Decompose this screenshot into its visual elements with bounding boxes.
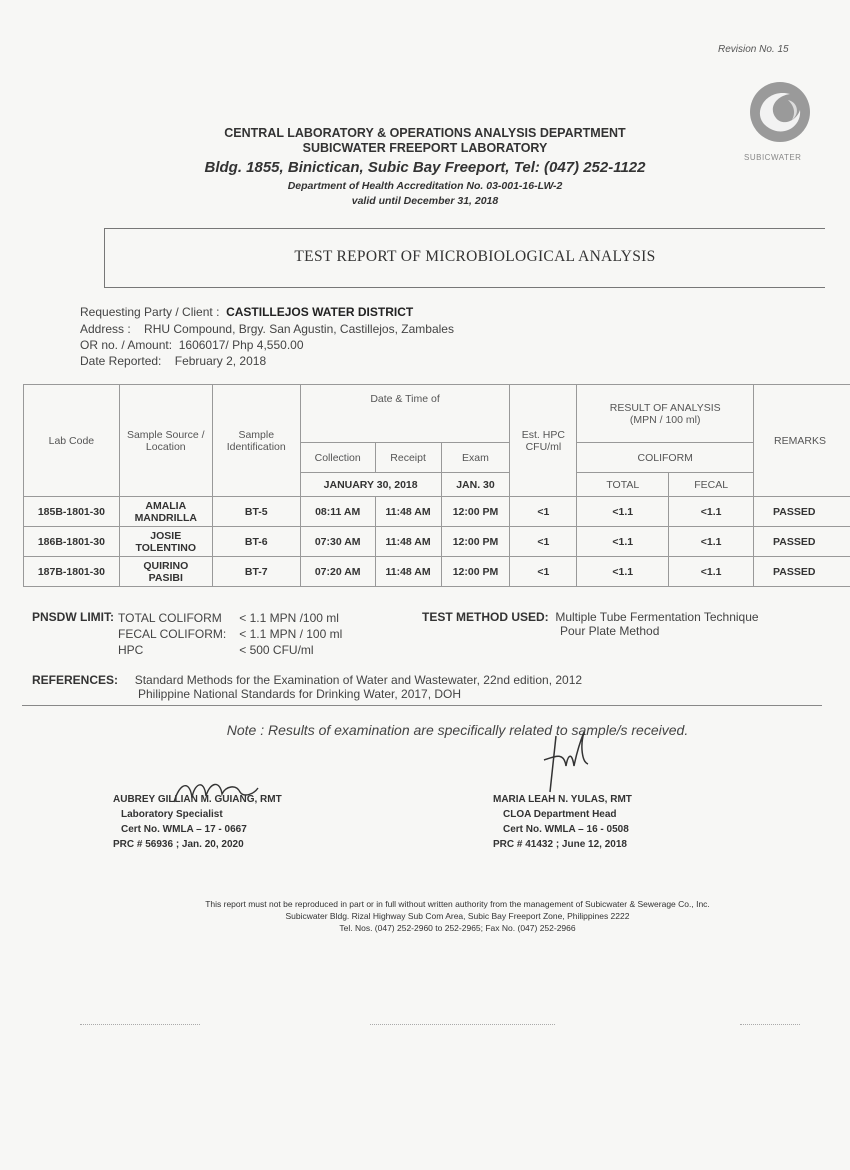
table-row bbox=[24, 527, 850, 557]
references bbox=[32, 673, 582, 701]
cell-source: AMALIA MANDRILLA bbox=[119, 497, 212, 527]
date-collection-receipt: JANUARY 30, 2018 bbox=[300, 473, 441, 497]
cell-source: QUIRINO PASIBI bbox=[119, 557, 212, 587]
header-est-hpc: Est. HPC CFU/ml bbox=[510, 385, 577, 497]
date-reported-value: February 2, 2018 bbox=[174, 354, 267, 368]
department-name: CENTRAL LABORATORY & OPERATIONS ANALYSIS DEPARTMENT bbox=[224, 126, 626, 140]
signatory-title: Laboratory Specialist bbox=[121, 809, 223, 820]
cell-sample-id: BT-6 bbox=[212, 527, 300, 557]
cell-exam: 12:00 PM bbox=[441, 557, 510, 587]
cell-lab-code: 186B-1801-30 bbox=[24, 527, 120, 557]
test-method bbox=[422, 610, 759, 638]
signatory-name: AUBREY GILLIAN M. GUIANG, RMT bbox=[113, 794, 282, 805]
cell-receipt: 11:48 AM bbox=[375, 527, 441, 557]
or-value: 1606017/ Php 4,550.00 bbox=[178, 338, 304, 352]
cell-receipt: 11:48 AM bbox=[375, 497, 441, 527]
test-method-label: TEST METHOD USED: bbox=[422, 610, 549, 624]
header-collection: Collection bbox=[300, 443, 375, 473]
cell-hpc: <1 bbox=[510, 527, 577, 557]
signature-2 bbox=[536, 726, 596, 801]
footer-line2: Subicwater Bldg. Rizal Highway Sub Com Area, Subic Bay Freeport Zone, Philippines 2222 bbox=[285, 911, 630, 921]
cell-sample-id: BT-5 bbox=[212, 497, 300, 527]
header-remarks: REMARKS bbox=[754, 385, 850, 497]
address-label: Address : bbox=[80, 322, 131, 336]
limit-name: TOTAL COLIFORM bbox=[118, 611, 222, 625]
cell-exam: 12:00 PM bbox=[441, 527, 510, 557]
address-row bbox=[80, 322, 454, 336]
logo-text: SUBICWATER bbox=[744, 153, 802, 162]
header-result-of-analysis: RESULT OF ANALYSIS (MPN / 100 ml) bbox=[577, 385, 754, 443]
footer-line1: This report must not be reproduced in part or in full without written authority from the management of Subicwater & Sewerage Co., Inc. bbox=[205, 899, 710, 909]
reference-line1: Standard Methods for the Examination of Water and Wastewater, 22nd edition, 2012 bbox=[134, 673, 583, 687]
cell-fecal: <1.1 bbox=[669, 527, 754, 557]
or-label: OR no. / Amount: bbox=[80, 338, 173, 352]
limit-value: < 1.1 MPN /100 ml bbox=[239, 611, 339, 625]
reference-line2: Philippine National Standards for Drinking Water, 2017, DOH bbox=[138, 687, 462, 701]
limit-value: < 1.1 MPN / 100 ml bbox=[239, 627, 343, 641]
test-method-line1: Multiple Tube Fermentation Technique bbox=[555, 610, 759, 624]
signatory-cert: Cert No. WMLA – 16 - 0508 bbox=[503, 824, 629, 835]
footer-line3: Tel. Nos. (047) 252-2960 to 252-2965; Fax No. (047) 252-2966 bbox=[339, 923, 576, 933]
cell-receipt: 11:48 AM bbox=[375, 557, 441, 587]
header-exam: Exam bbox=[441, 443, 510, 473]
cell-lab-code: 185B-1801-30 bbox=[24, 497, 120, 527]
header-fecal: FECAL bbox=[669, 473, 754, 497]
signatory-prc: PRC # 56936 ; Jan. 20, 2020 bbox=[113, 839, 244, 850]
date-exam: JAN. 30 bbox=[441, 473, 510, 497]
cell-collection: 07:20 AM bbox=[300, 557, 375, 587]
limit-name: HPC bbox=[118, 643, 144, 657]
header-date-time: Date & Time of bbox=[300, 385, 510, 443]
cell-remarks: PASSED bbox=[754, 497, 850, 527]
revision-number: Revision No. 15 bbox=[718, 44, 789, 55]
date-reported-row bbox=[80, 354, 266, 368]
signatory-1 bbox=[113, 792, 282, 852]
or-row bbox=[80, 338, 304, 352]
accreditation-validity: valid until December 31, 2018 bbox=[351, 195, 499, 207]
accreditation-number: Department of Health Accreditation No. 03-001-16-LW-2 bbox=[287, 180, 563, 192]
signatory-prc: PRC # 41432 ; June 12, 2018 bbox=[493, 839, 627, 850]
header-sample-identification: Sample Identification bbox=[212, 385, 300, 497]
signatory-2 bbox=[493, 792, 632, 852]
cell-remarks: PASSED bbox=[754, 527, 850, 557]
cell-total: <1.1 bbox=[577, 497, 669, 527]
address-value: RHU Compound, Brgy. San Agustin, Castillejos, Zambales bbox=[144, 322, 454, 336]
test-method-line2: Pour Plate Method bbox=[560, 624, 660, 638]
limits-label: PNSDW LIMIT: bbox=[32, 610, 114, 624]
header-total: TOTAL bbox=[577, 473, 669, 497]
cell-collection: 08:11 AM bbox=[300, 497, 375, 527]
cell-source: JOSIE TOLENTINO bbox=[119, 527, 212, 557]
cell-hpc: <1 bbox=[510, 497, 577, 527]
header-receipt: Receipt bbox=[375, 443, 441, 473]
signatory-name: MARIA LEAH N. YULAS, RMT bbox=[493, 794, 632, 805]
results-table bbox=[23, 384, 850, 587]
cell-fecal: <1.1 bbox=[669, 557, 754, 587]
cell-remarks: PASSED bbox=[754, 557, 850, 587]
cell-total: <1.1 bbox=[577, 557, 669, 587]
header-coliform: COLIFORM bbox=[577, 443, 754, 473]
pnsdw-limits bbox=[32, 610, 343, 658]
signatory-title: CLOA Department Head bbox=[503, 809, 617, 820]
cell-exam: 12:00 PM bbox=[441, 497, 510, 527]
client-label: Requesting Party / Client : bbox=[80, 305, 220, 319]
report-title: TEST REPORT OF MICROBIOLOGICAL ANALYSIS bbox=[294, 248, 656, 265]
laboratory-name: SUBICWATER FREEPORT LABORATORY bbox=[302, 141, 548, 155]
cell-sample-id: BT-7 bbox=[212, 557, 300, 587]
footer bbox=[0, 898, 850, 934]
note: Note : Results of examination are specifically related to sample/s received. bbox=[226, 722, 689, 738]
header-lab-code: Lab Code bbox=[24, 385, 120, 497]
cell-fecal: <1.1 bbox=[669, 497, 754, 527]
limit-name: FECAL COLIFORM: bbox=[118, 627, 227, 641]
cell-collection: 07:30 AM bbox=[300, 527, 375, 557]
header-sample-source: Sample Source / Location bbox=[119, 385, 212, 497]
table-row bbox=[24, 557, 850, 587]
client-value: CASTILLEJOS WATER DISTRICT bbox=[226, 305, 414, 319]
signatory-cert: Cert No. WMLA – 17 - 0667 bbox=[121, 824, 247, 835]
table-row bbox=[24, 497, 850, 527]
cell-total: <1.1 bbox=[577, 527, 669, 557]
cell-lab-code: 187B-1801-30 bbox=[24, 557, 120, 587]
cell-hpc: <1 bbox=[510, 557, 577, 587]
client-row bbox=[80, 305, 413, 319]
divider bbox=[22, 705, 822, 706]
laboratory-address: Bldg. 1855, Binictican, Subic Bay Freeport, Tel: (047) 252-1122 bbox=[204, 159, 646, 176]
limit-value: < 500 CFU/ml bbox=[239, 643, 314, 657]
references-label: REFERENCES: bbox=[32, 673, 119, 687]
date-reported-label: Date Reported: bbox=[80, 354, 162, 368]
